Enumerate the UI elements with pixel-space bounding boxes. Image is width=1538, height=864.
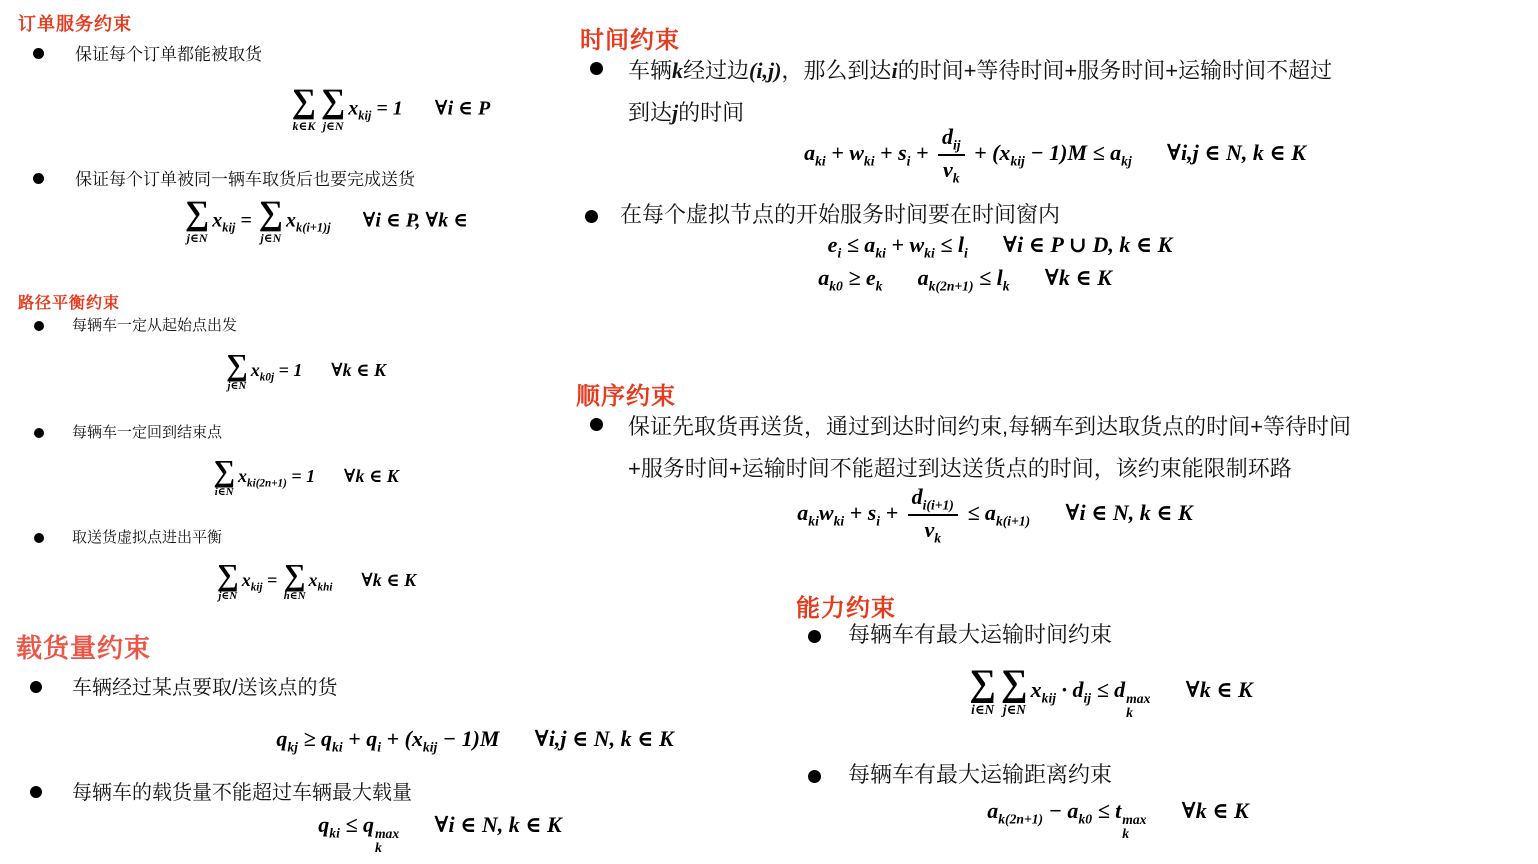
bullet-icon (590, 62, 603, 75)
formula-order-same-vehicle: ∑ j∈N $x_{kij}$ = ∑ j∈N $x_{k(i+1)j}$ ∀i ∈ P, ∀k ∈ (185, 195, 469, 245)
bullet-text-time-1: 车辆k经过边(i,j)，那么到达i的时间+等待时间+服务时间+运输时间不超过 到达j的时间 (628, 58, 1333, 125)
formula-route-end: ∑ i∈N $x_{ki(2n+1)} = 1$ ∀k ∈ K (213, 454, 399, 498)
bullet-text-load-1: 车辆经过某点要取/送该点的货 (72, 677, 338, 699)
bullet-icon (34, 428, 44, 438)
bullet-icon (33, 173, 44, 184)
bullet-icon (30, 786, 42, 798)
formula-sequence: $a_{ki}w_{ki} + s_i$ + $\frac{d_{i(i+1)}}{v_k}$ ≤ $a_{k(i+1)}$ ∀i ∈ N, k ∈ K (797, 484, 1193, 546)
bullet-text-order-2: 保证每个订单被同一辆车取货后也要完成送货 (75, 170, 415, 189)
bullet-icon (33, 48, 44, 59)
formula-time-depot-window: $a_{k0} \ge e_k$ $a_{k(2n+1)} \le l_k$ ∀k ∈ K (818, 265, 1112, 294)
bullet-text-order-1: 保证每个订单都能被取货 (75, 45, 262, 64)
section-heading-time: 时间约束 (580, 27, 680, 54)
bullet-text-capacity-1: 每辆车有最大运输时间约束 (848, 622, 1113, 647)
formula-load-propagation: $q_{kj} \ge q_{ki} + q_i + (x_{kij} - 1)M$ ∀i,j ∈ N, k ∈ K (276, 726, 674, 755)
section-heading-load: 载货量约束 (16, 633, 152, 663)
formula-time-window: $e_i \le a_{ki} + w_{ki} \le l_i$ ∀i ∈ P ∪ D, k ∈ K (827, 232, 1173, 261)
formula-capacity-distance: $a_{k(2n+1)} - a_{k0} \le t$ max k ∀k ∈ K (987, 798, 1249, 842)
section-heading-route-balance: 路径平衡约束 (18, 295, 121, 312)
bullet-icon (808, 770, 821, 783)
bullet-icon (34, 321, 44, 331)
bullet-text-sequence-1: 保证先取货再送货，通过到达时间约束,每辆车到达取货点的时间+等待时间 +服务时间+运输时间不能超过到达送货点的时间，该约束能限制环路 (628, 414, 1351, 481)
formula-order-pickup: ∑ k∈K ∑ j∈N $x_{kij} = 1$ ∀i ∈ P (291, 83, 491, 133)
formula-route-flow-balance: ∑ j∈N $x_{kij}$ = ∑ h∈N $x_{khi}$ ∀k ∈ K (216, 558, 417, 602)
section-heading-order-service: 订单服务约束 (18, 14, 132, 34)
section-heading-sequence: 顺序约束 (576, 383, 676, 410)
formula-time-arrival: $a_{ki} + w_{ki} + s_i$ + $\frac{d_{ij}}{v_k}$ + $(x_{kij} - 1)M \le a_{kj}$ ∀i,j ∈ N, k ∈ K (804, 124, 1306, 186)
bullet-text-time-2: 在每个虚拟节点的开始服务时间要在时间窗内 (620, 202, 1061, 227)
bullet-icon (808, 630, 821, 643)
section-heading-capacity: 能力约束 (796, 595, 896, 622)
bullet-icon (30, 681, 42, 693)
bullet-text-load-2: 每辆车的载货量不能超过车辆最大载量 (72, 782, 412, 804)
formula-route-start: ∑ j∈N $x_{k0j} = 1$ ∀k ∈ K (225, 348, 386, 392)
bullet-text-route-3: 取送货虚拟点进出平衡 (72, 529, 223, 546)
bullet-text-capacity-2: 每辆车有最大运输距离约束 (848, 762, 1113, 787)
bullet-icon (590, 418, 603, 431)
bullet-icon (585, 210, 598, 223)
bullet-icon (34, 533, 44, 543)
formula-load-max: $q_{ki} \le q$ max k ∀i ∈ N, k ∈ K (318, 812, 562, 856)
bullet-text-route-1: 每辆车一定从起始点出发 (72, 317, 238, 334)
formula-capacity-time: ∑ i∈N ∑ j∈N $x_{kij} \cdot d_{ij} \le d$ max k ∀k ∈ K (969, 663, 1253, 721)
bullet-text-route-2: 每辆车一定回到结束点 (72, 424, 223, 441)
